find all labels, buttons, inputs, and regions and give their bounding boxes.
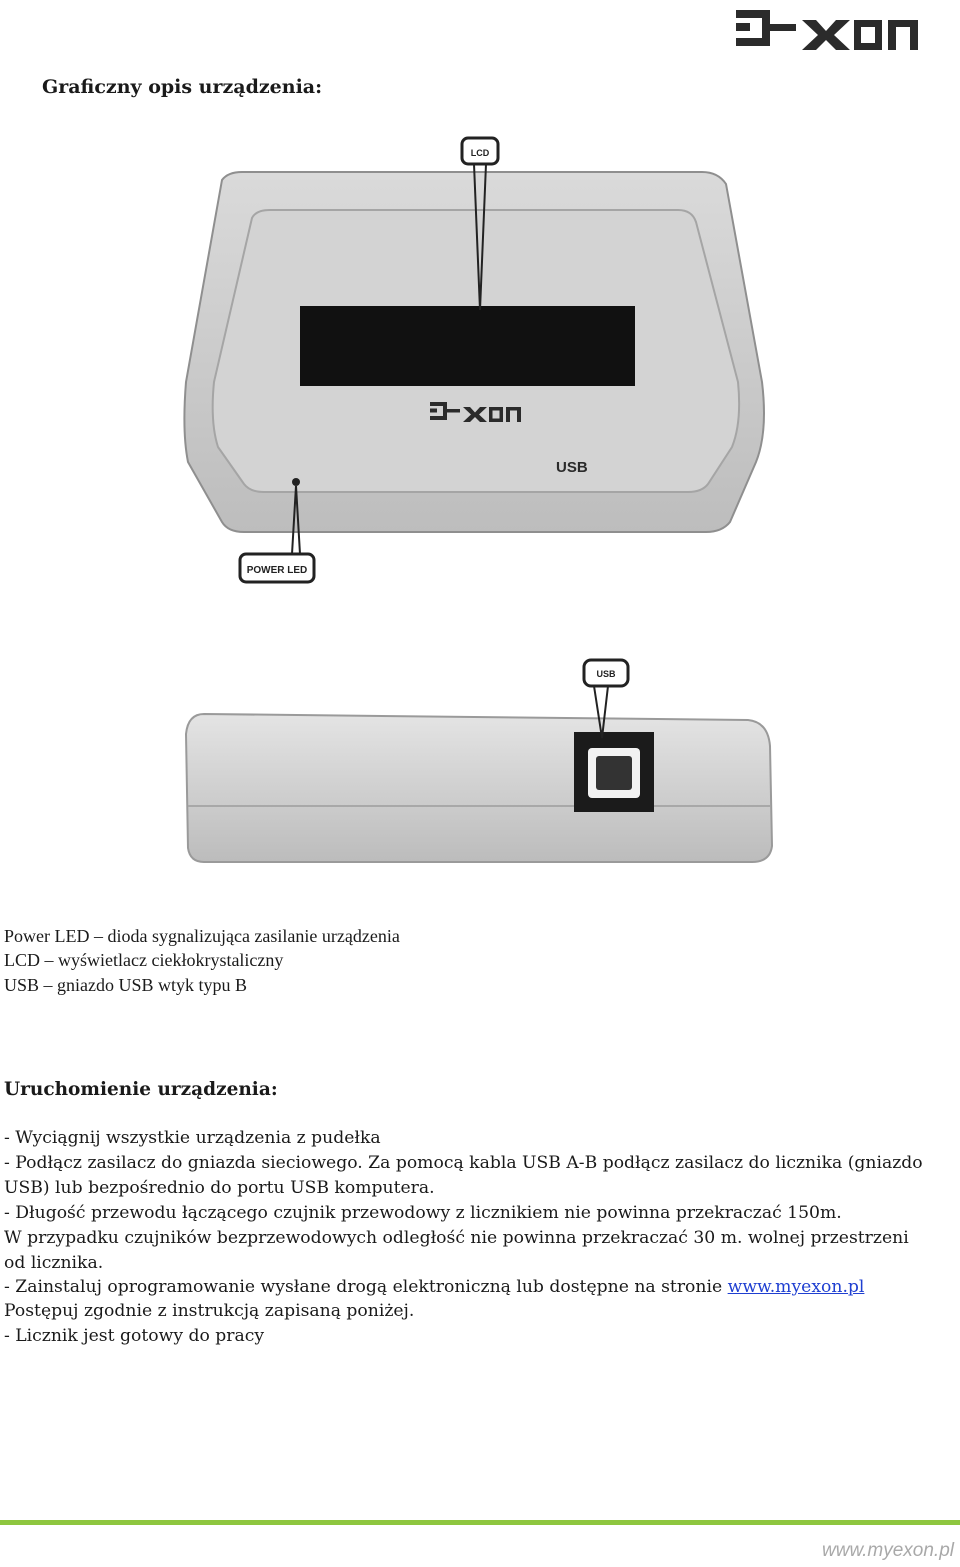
step-line-with-link (4, 1275, 864, 1299)
lcd-callout-label: LCD (470, 148, 490, 158)
step-line: - Wyciągnij wszystkie urządzenia z pudełka (4, 1128, 381, 1148)
power-led (292, 478, 300, 486)
step-line: - Licznik jest gotowy do pracy (4, 1326, 265, 1346)
power-led-callout-label: POWER LED (246, 565, 308, 576)
step-line: - Podłącz zasilacz do gniazda sieciowego. Za pomocą kabla USB A-B podłącz zasilacz do licznika (gniazdo (4, 1153, 923, 1173)
device-side-figure (182, 650, 782, 870)
myexon-link[interactable]: www.myexon.pl (727, 1277, 865, 1297)
usb-callout-label: USB (596, 669, 616, 679)
step-line: od licznika. (4, 1253, 104, 1273)
usb-panel-label: USB (556, 459, 588, 476)
exon-logo (732, 6, 924, 52)
legend-power-led: Power LED – dioda sygnalizująca zasilanie urządzenia (4, 926, 400, 946)
legend-usb: USB – gniazdo USB wtyk typu B (4, 975, 248, 995)
footer-divider (0, 1520, 960, 1525)
step-line: Postępuj zgodnie z instrukcją zapisaną poniżej. (4, 1301, 415, 1321)
device-front-figure (182, 132, 772, 592)
step-line: USB) lub bezpośrednio do portu USB komputera. (4, 1178, 435, 1198)
page-heading: Graficzny opis urządzenia: (42, 76, 323, 98)
legend-lcd: LCD – wyświetlacz ciekłokrystaliczny (4, 950, 284, 970)
step-line: W przypadku czujników bezprzewodowych odległość nie powinna przekraczać 30 m. wolnej przestrzeni (4, 1228, 909, 1248)
section-title: Uruchomienie urządzenia: (4, 1079, 278, 1100)
step-text: - Zainstaluj oprogramowanie wysłane drogą elektroniczną lub dostępne na stronie (4, 1277, 728, 1297)
step-line: - Długość przewodu łączącego czujnik przewodowy z licznikiem nie powinna przekraczać 150m. (4, 1203, 842, 1223)
footer-url: www.myexon.pl (822, 1540, 954, 1561)
lcd-display (300, 306, 635, 386)
